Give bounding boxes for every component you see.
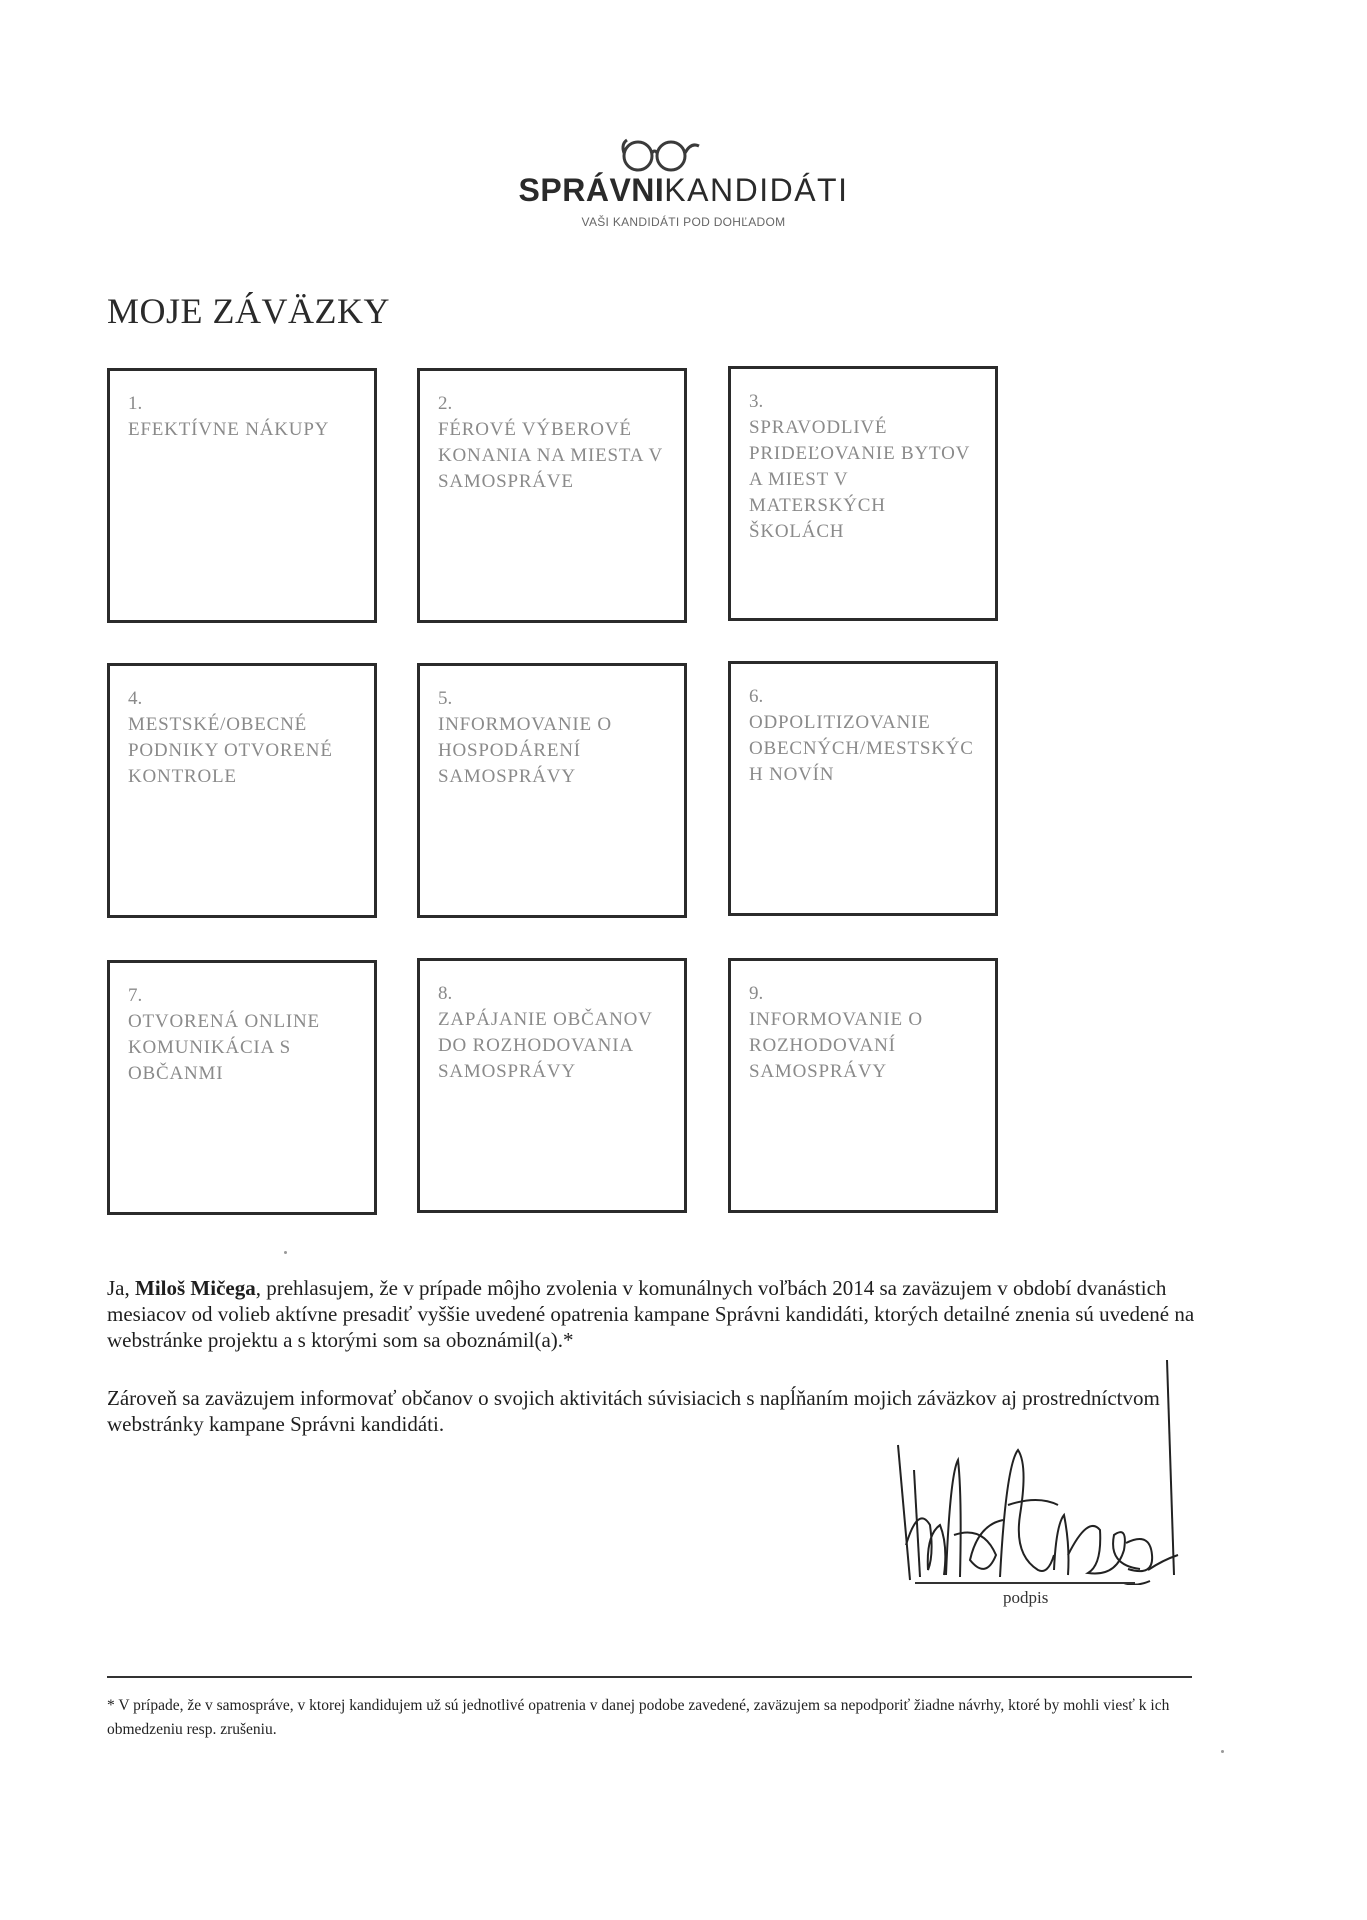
scan-speck: [284, 1251, 287, 1254]
declaration-prefix: Ja,: [107, 1276, 135, 1300]
commitment-number: 1.: [128, 393, 143, 414]
brand-tagline: VAŠI KANDIDÁTI POD DOHĽADOM: [581, 215, 786, 229]
commitment-number: 3.: [749, 391, 764, 412]
declaration-second-paragraph: Zároveň sa zaväzujem informovať občanov o svojich aktivitách súvisiacich s napĺňaním mojich záväzkov aj prostredníctvom webstránky kampane Správni kandidáti.: [107, 1386, 1160, 1436]
signature-line: [915, 1582, 1135, 1584]
commitment-label: FÉROVÉ VÝBEROVÉ KONANIA NA MIESTA V SAMOSPRÁVE: [438, 419, 663, 492]
commitment-label: SPRAVODLIVÉ PRIDEĽOVANIE BYTOV A MIEST V MATERSKÝCH ŠKOLÁCH: [749, 417, 970, 542]
commitment-number: 5.: [438, 688, 453, 709]
document-title: MOJE ZÁVÄZKY: [107, 291, 390, 331]
commitment-box-5: [417, 663, 687, 918]
commitment-number: 2.: [438, 393, 453, 414]
commitment-label: INFORMOVANIE O ROZHODOVANÍ SAMOSPRÁVY: [749, 1009, 923, 1082]
commitment-box-4: [107, 663, 377, 918]
brand-name: [0, 172, 1367, 209]
commitment-label: OTVORENÁ ONLINE KOMUNIKÁCIA S OBČANMI: [128, 1011, 320, 1084]
commitment-number: 7.: [128, 985, 143, 1006]
commitment-number: 8.: [438, 983, 453, 1004]
commitment-number: 4.: [128, 688, 143, 709]
candidate-name: Miloš Mičega: [135, 1276, 256, 1300]
commitment-box-6: [728, 661, 998, 916]
declaration-paragraph: [107, 1275, 1207, 1353]
commitment-box-2: [417, 368, 687, 623]
brand-name-light: KANDIDÁTI: [664, 172, 849, 208]
commitment-box-7: [107, 960, 377, 1215]
footnote-divider: [107, 1676, 1192, 1678]
commitment-label: MESTSKÉ/OBECNÉ PODNIKY OTVORENÉ KONTROLE: [128, 714, 333, 787]
commitment-box-3: [728, 366, 998, 621]
commitment-label: ODPOLITIZOVANIE OBECNÝCH/MESTSKÝC H NOVÍN: [749, 712, 974, 785]
commitment-box-9: [728, 958, 998, 1213]
commitment-label: INFORMOVANIE O HOSPODÁRENÍ SAMOSPRÁVY: [438, 714, 612, 787]
commitment-box-8: [417, 958, 687, 1213]
brand-name-bold: SPRÁVNI: [518, 172, 665, 208]
handwritten-signature-icon: [888, 1355, 1188, 1585]
commitment-number: 6.: [749, 686, 764, 707]
commitment-box-1: [107, 368, 377, 623]
commitment-number: 9.: [749, 983, 764, 1004]
footnote-text: * V prípade, že v samospráve, v ktorej kandidujem už sú jednotlivé opatrenia v danej podobe zavedené, zaväzujem sa nepodporiť žiadne návrhy, ktoré by mohli viesť k ich obmedzeniu resp. zrušeniu.: [107, 1697, 1170, 1738]
commitment-label: ZAPÁJANIE OBČANOV DO ROZHODOVANIA SAMOSPRÁVY: [438, 1009, 653, 1082]
signature-label: podpis: [1003, 1588, 1049, 1607]
declaration-text: , prehlasujem, že v prípade môjho zvolenia v komunálnych voľbách 2014 sa zaväzujem v období dvanástich mesiacov od volieb aktívne presadiť vyššie uvedené opatrenia kampane Správni kandidáti, ktorých detailné znenia sú uvedené na webstránke projektu a s ktorými som sa oboznámil(a).*: [107, 1276, 1195, 1352]
scan-speck: [1221, 1750, 1224, 1753]
commitment-label: EFEKTÍVNE NÁKUPY: [128, 419, 330, 440]
